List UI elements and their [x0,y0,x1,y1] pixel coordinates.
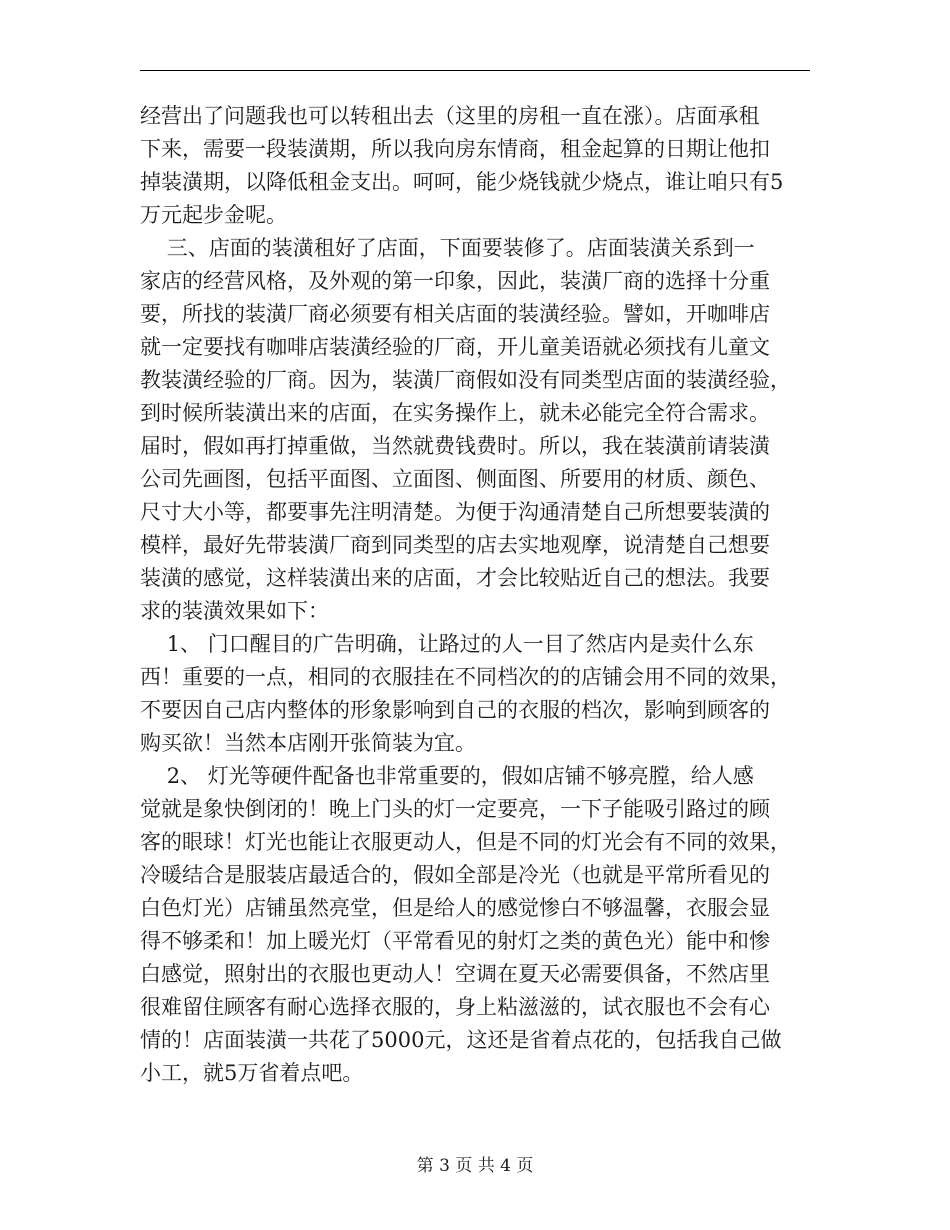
text-line: 购买欲！当然本店刚开张简装为宜。 [140,731,476,755]
text-line: 白感觉，照射出的衣服也更动人！空调在夏天必需要俱备，不然店里 [140,962,770,986]
page-number-footer: 第 3 页 共 4 页 [416,1156,534,1176]
text-line: 冷暖结合是服装店最适合的，假如全部是冷光（也就是平常所看见的 [140,863,770,887]
text-line: 不要因自己店内整体的形象影响到自己的衣服的档次，影响到顾客的 [140,698,770,722]
text-line: 小工，就5万省着点吧。 [140,1061,364,1085]
text-line: 客的眼球！灯光也能让衣服更动人，但是不同的灯光会有不同的效果， [140,830,791,854]
text-line: 觉就是象快倒闭的！晚上门头的灯一定要亮，一下子能吸引路过的顾 [140,797,770,821]
body-text [140,100,820,1090]
text-line: 就一定要找有咖啡店装潢经验的厂商，开儿童美语就必须找有儿童文 [140,335,770,359]
text-line: 情的！店面装潢一共花了5000元，这还是省着点花的，包括我自己做 [140,1028,782,1052]
text-line: 装潢的感觉，这样装潢出来的店面，才会比较贴近自己的想法。我要 [140,566,770,590]
text-line: 得不够柔和！加上暖光灯（平常看见的射灯之类的黄色光）能中和惨 [140,929,770,953]
text-line: 尺寸大小等，都要事先注明清楚。为便于沟通清楚自己所想要装潢的 [140,500,770,524]
text-line: 万元起步金呢。 [140,203,287,227]
text-line: 要，所找的装潢厂商必须要有相关店面的装潢经验。譬如，开咖啡店 [140,302,770,326]
text-line: 教装潢经验的厂商。因为，装潢厂商假如没有同类型店面的装潢经验， [140,368,791,392]
text-line: 届时，假如再打掉重做，当然就费钱费时。所以，我在装潢前请装潢 [140,434,770,458]
text-line: 很难留住顾客有耐心选择衣服的，身上粘滋滋的，试衣服也不会有心 [140,995,770,1019]
text-line: 公司先画图，包括平面图、立面图、侧面图、所要用的材质、颜色、 [140,467,770,491]
text-line: 1、 门口醒目的广告明确，让路过的人一目了然店内是卖什么东 [140,632,754,656]
text-line: 白色灯光）店铺虽然亮堂，但是给人的感觉惨白不够温馨，衣服会显 [140,896,770,920]
text-line: 家店的经营风格，及外观的第一印象，因此，装潢厂商的选择十分重 [140,269,770,293]
text-line: 下来，需要一段装潢期，所以我向房东情商，租金起算的日期让他扣 [140,137,770,161]
header-rule [140,70,810,71]
text-line: 三、店面的装潢租好了店面，下面要装修了。店面装潢关系到一 [140,236,755,260]
text-line: 模样，最好先带装潢厂商到同类型的店去实地观摩，说清楚自己想要 [140,533,770,557]
text-line: 求的装潢效果如下： [140,599,329,623]
text-line: 经营出了问题我也可以转租出去（这里的房租一直在涨）。店面承租 [140,104,760,128]
text-line: 到时候所装潢出来的店面，在实务操作上，就未必能完全符合需求。 [140,401,770,425]
text-line: 2、 灯光等硬件配备也非常重要的，假如店铺不够亮膛，给人感 [140,764,754,788]
text-line: 掉装潢期，以降低租金支出。呵呵，能少烧钱就少烧点，谁让咱只有5 [140,170,784,194]
text-line: 西！重要的一点，相同的衣服挂在不同档次的的店铺会用不同的效果， [140,665,791,689]
